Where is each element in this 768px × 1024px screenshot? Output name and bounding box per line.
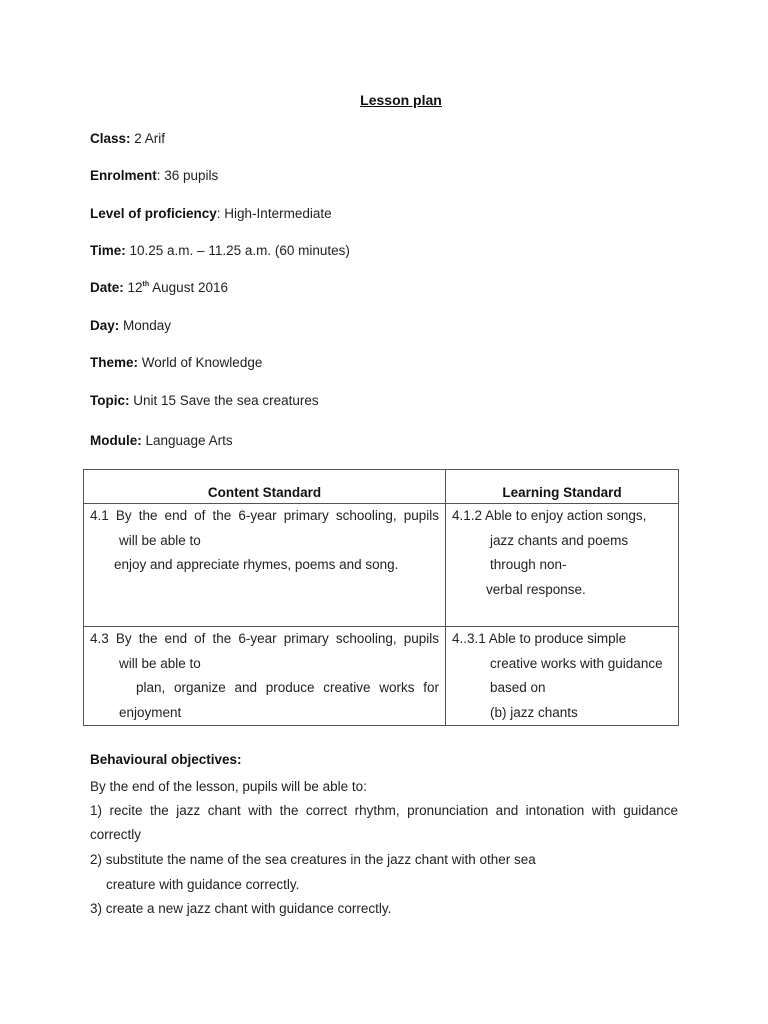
objective-line: correctly (90, 827, 142, 842)
field-level-of-proficiency (90, 206, 332, 221)
field-value: Monday (119, 318, 172, 333)
field-value: World of Knowledge (138, 355, 263, 370)
table-row (84, 504, 679, 627)
field-theme (90, 355, 262, 370)
objective-line: 3) create a new jazz chant with guidance correctly. (90, 901, 392, 916)
field-label: Theme: (90, 355, 139, 370)
field-value-ordinal: th (142, 281, 150, 288)
field-value: 2 Arif (130, 131, 166, 146)
cell-line: jazz chants and poems (490, 532, 629, 548)
field-label: Time: (90, 243, 126, 258)
objective-line: 2) substitute the name of the sea creatures in the jazz chant with other sea (90, 852, 536, 867)
objectives-heading: Behavioural objectives: (90, 752, 242, 767)
learning-standard-cell (446, 627, 679, 726)
page-title: Lesson plan (360, 92, 442, 108)
cell-line: enjoyment (119, 704, 182, 720)
cell-line: based on (490, 680, 546, 695)
standards-table (83, 469, 679, 726)
cell-line: creative works with guidance (490, 655, 663, 671)
field-topic (90, 393, 319, 408)
cell-line: through non- (490, 557, 567, 572)
cell-line: 4.1.2 Able to enjoy action songs, (452, 508, 647, 523)
column-header-content-standard: Content Standard (84, 470, 446, 504)
field-value-month-year: August 2016 (149, 280, 228, 295)
objective-line: 1) recite the jazz chant with the correct rhythm, pronunciation and intonation with guidance (90, 803, 678, 818)
field-value: Language Arts (141, 433, 233, 448)
cell-line: will be able to (119, 532, 201, 548)
cell-line: 4..3.1 Able to produce simple (452, 631, 627, 646)
cell-line: 4.3 By the end of the 6-year primary schooling, pupils (90, 631, 439, 646)
field-day (90, 318, 171, 333)
cell-line: (b) jazz chants (490, 704, 578, 720)
cell-line: 4.1 By the end of the 6-year primary schooling, pupils (90, 508, 439, 523)
field-time (90, 243, 350, 258)
cell-line: enjoy and appreciate rhymes, poems and song. (114, 557, 399, 572)
table-header-row (84, 470, 679, 504)
field-label: Module: (90, 433, 142, 448)
field-label: Day: (90, 318, 120, 333)
objectives-intro: By the end of the lesson, pupils will be able to: (90, 779, 367, 794)
column-header-learning-standard: Learning Standard (446, 470, 679, 504)
field-enrolment (90, 168, 218, 183)
field-label: Enrolment (90, 168, 157, 183)
field-label: Date: (90, 280, 124, 295)
table-row (84, 627, 679, 726)
objective-line: creature with guidance correctly. (106, 877, 300, 892)
cell-line: verbal response. (486, 581, 586, 597)
cell-line: will be able to (119, 655, 201, 671)
field-value: : 36 pupils (156, 168, 219, 183)
field-value-day: 12 (123, 280, 143, 295)
content-standard-cell (84, 504, 446, 627)
field-value: Unit 15 Save the sea creatures (129, 393, 319, 408)
field-value: 10.25 a.m. – 11.25 a.m. (60 minutes) (125, 243, 350, 258)
field-module (90, 433, 233, 448)
field-date (90, 280, 228, 295)
learning-standard-cell (446, 504, 679, 627)
content-standard-cell (84, 627, 446, 726)
field-value: : High-Intermediate (216, 206, 332, 221)
cell-line: plan, organize and produce creative works for (136, 680, 439, 695)
field-label: Topic: (90, 393, 130, 408)
field-class (90, 131, 165, 146)
field-label: Level of proficiency (90, 206, 217, 221)
field-label: Class: (90, 131, 131, 146)
